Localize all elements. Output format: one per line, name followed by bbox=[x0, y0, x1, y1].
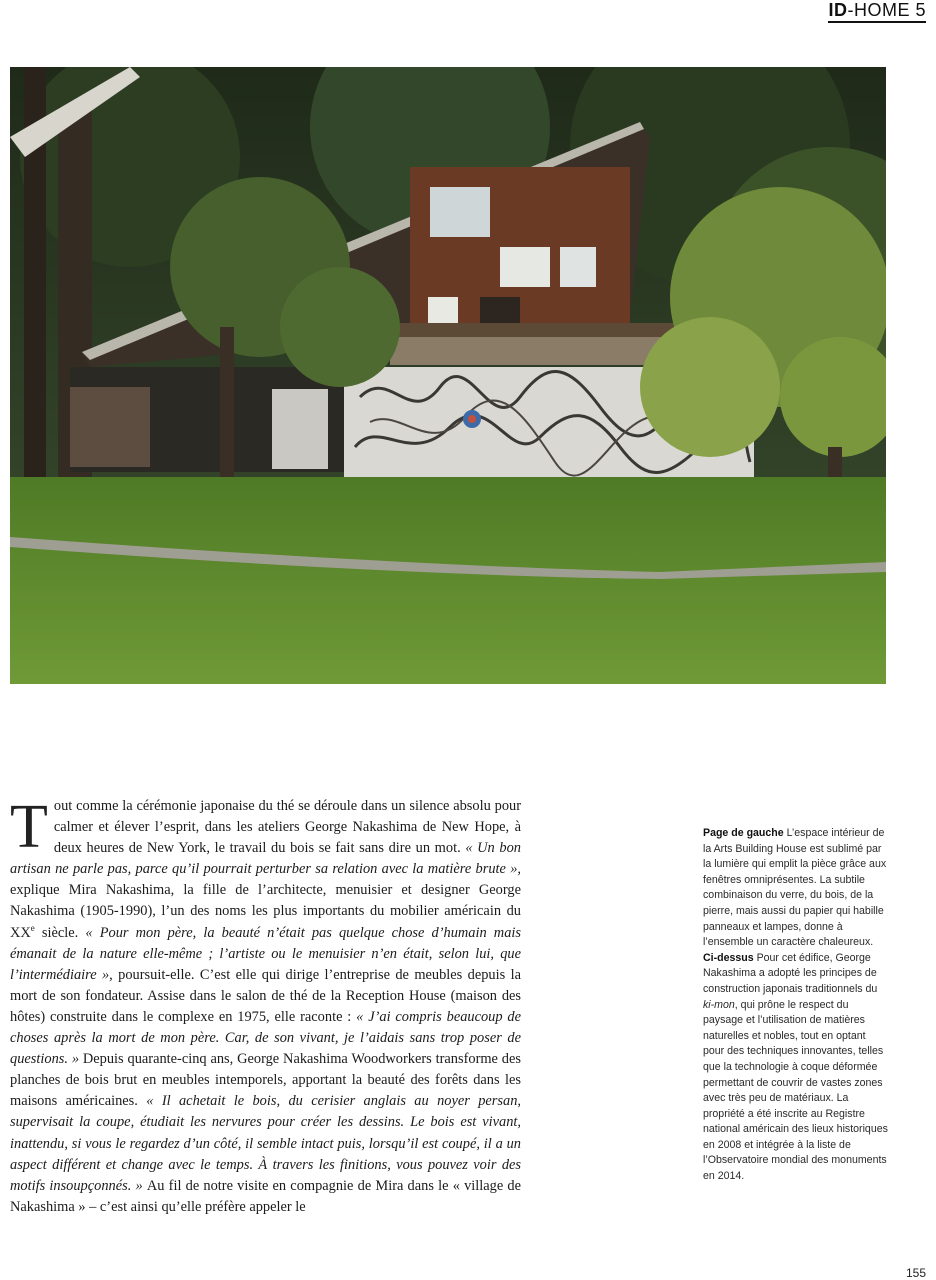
photo-caption bbox=[703, 826, 888, 1185]
caption-segment: ki-mon bbox=[703, 998, 735, 1011]
article-segment: e bbox=[30, 922, 35, 933]
caption-segment: Ci-dessus bbox=[703, 951, 754, 964]
caption-text bbox=[703, 827, 888, 1182]
header-brand: ID bbox=[828, 0, 848, 20]
article-segment: « Il achetait le bois, du cerisier anglais au noyer persan, supervisait la coupe, étudiait les nervures pour créer les dessins. Le bois est vivant, inattendu, si vous le regardez d’un côté, il semble intact puis, lorsqu’il est coupé, il a un aspect différent et change avec le temps. À travers les finitions, vous pouvez voir des motifs insoupçonnés. » bbox=[10, 1093, 521, 1194]
article-segment: siècle. bbox=[34, 924, 86, 941]
house-in-forest-illustration bbox=[10, 67, 886, 684]
caption-segment: Pour cet édifice, George Nakashima a adopté les principes de construction japonais traditionnels du bbox=[703, 951, 878, 995]
article-segment: « Un bon artisan ne parle pas, parce qu’il pourrait perturber sa relation avec la matière brute », bbox=[10, 840, 521, 878]
article-text bbox=[10, 793, 522, 1215]
article-segment: Depuis quarante-cinq ans, George Nakashima Woodworkers transforme des planches de bois brut en meubles intemporels, apportant la beauté des forêts dans les maisons américaines. bbox=[10, 1051, 521, 1110]
header-section: -HOME 5 bbox=[847, 0, 926, 20]
article-body bbox=[10, 793, 522, 1218]
article-segment: explique Mira Nakashima, la fille de l’architecte, menuisier et designer George Nakashima (1905-1990), l’un des noms les plus importants du mobilier américain du XX bbox=[10, 882, 521, 941]
caption-segment: Page de gauche bbox=[703, 827, 784, 839]
article-segment: « J’ai compris beaucoup de choses après la mort de mon père. Car, de son vivant, je l’aidais sans trop poser de questions. » bbox=[10, 1008, 522, 1068]
caption-segment: , qui prône le respect du paysage et l’utilisation de matières naturelles et nobles, tout en optant pour des techniques innovantes, telles que la technologie à coque déformée permettant de couvrir de vastes zones avec très peu de matériaux. La propriété a été inscrite au Registre national américain des lieux historiques en 2008 et intégrée à la liste de l’Observatoire mondial des monuments en 2014. bbox=[703, 998, 888, 1183]
article-segment: « Pour mon père, la beauté n’était pas quelque chose d’humain mais émanait de la nature elle-même ; l’artiste ou le menuisier n’en était, selon lui, que l’intermédiaire », bbox=[10, 924, 521, 983]
page-number: 155 bbox=[905, 1266, 926, 1280]
article-segment: out comme la cérémonie japonaise du thé se déroule dans un silence absolu pour calmer et élever l’esprit, dans les ateliers George Nakashima de New Hope, à deux heures de New York, le travail du bois se fait sans dire un mot. bbox=[53, 798, 521, 857]
article-segment: Au fil de notre visite en compagnie de Mira dans le « village de Nakashima » – c’est ainsi qu’elle préfère appeler le bbox=[10, 1177, 522, 1215]
running-header bbox=[828, 0, 926, 23]
drop-cap: T bbox=[10, 793, 48, 861]
caption-segment: L’espace intérieur de la Arts Building House est sublimé par la lumière qui emplit la pièce grâce aux fenêtres omniprésentes. La subtile combinaison du verre, du bois, de la pierre, mais aussi du papier qui habille panneaux et lampes, donne à l’ensemble un caractère chaleureux. bbox=[703, 827, 887, 949]
article-segment: poursuit-elle. C’est elle qui dirige l’entreprise de meubles depuis la mort de son fondateur. Assise dans le salon de thé de la Reception House (maison des hôtes) construite dans le complexe en 1975, elle raconte : bbox=[10, 966, 521, 1025]
hero-photo bbox=[10, 67, 886, 684]
